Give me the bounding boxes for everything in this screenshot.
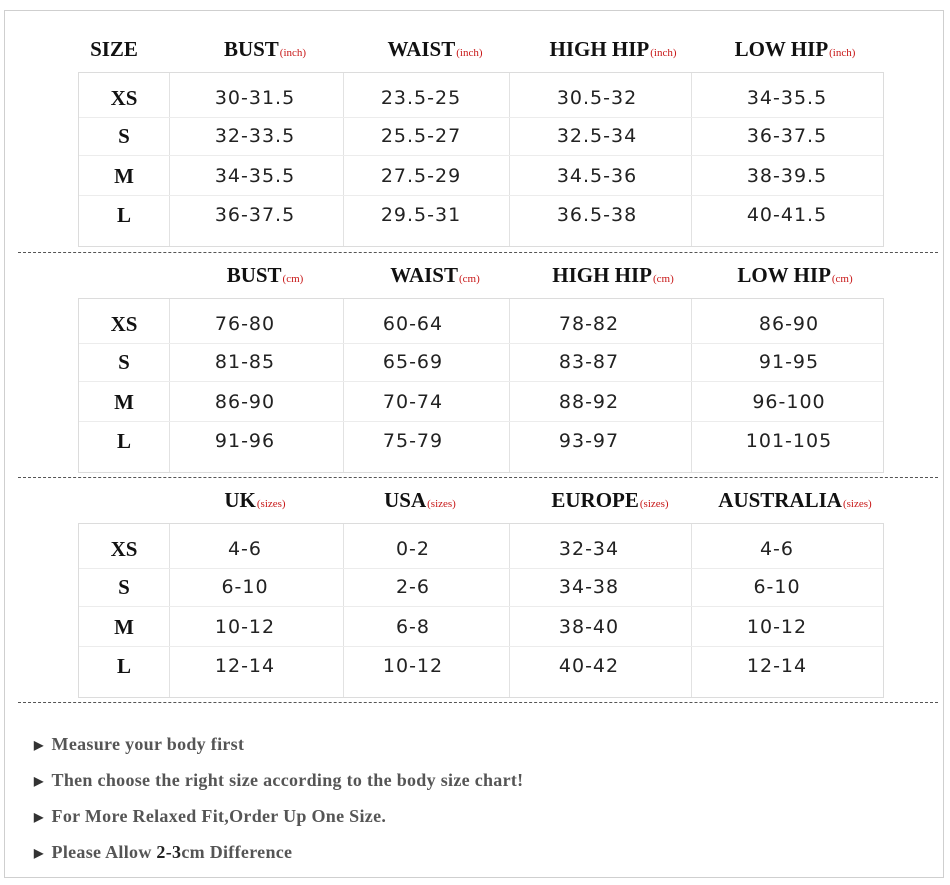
- column-heading-name: LOW HIP: [734, 37, 829, 61]
- triangle-bullet-icon: ▶: [34, 738, 44, 752]
- size-column-heading: SIZE: [90, 37, 138, 61]
- size-value: 32-34: [558, 538, 620, 560]
- measurement-value: 32.5-34: [556, 125, 638, 147]
- column-heading-unit: (sizes): [427, 498, 456, 510]
- table-row: [79, 530, 885, 568]
- column-heading-name: BUST: [223, 37, 279, 61]
- table-row: [79, 157, 885, 195]
- measurement-value: 27.5-29: [380, 165, 462, 187]
- cm-size-table: [78, 298, 884, 473]
- size-value: 4-6: [227, 538, 263, 560]
- column-heading-unit: (cm): [282, 273, 304, 285]
- table-row: [79, 422, 885, 460]
- row-divider: [79, 606, 883, 607]
- size-value: 6-10: [753, 576, 801, 598]
- column-heading: [360, 29, 510, 69]
- column-heading-name: LOW HIP: [737, 263, 831, 287]
- table-row: [79, 647, 885, 685]
- measurement-value: 36-37.5: [746, 125, 828, 147]
- sizes-header-row: [0, 480, 950, 520]
- column-heading: [180, 480, 330, 520]
- table-row: [79, 568, 885, 606]
- measurement-value: 96-100: [752, 391, 826, 413]
- column-heading: [525, 480, 695, 520]
- measurement-value: 86-90: [758, 313, 820, 335]
- inch-size-table: [78, 72, 884, 247]
- note-item: [34, 839, 292, 865]
- measurement-value: 93-97: [558, 430, 620, 452]
- note-item: [34, 803, 386, 829]
- measurement-value: 30.5-32: [556, 87, 638, 109]
- size-label: S: [118, 350, 130, 374]
- column-heading-name: HIGH HIP: [552, 263, 652, 287]
- column-heading-unit: (inch): [829, 47, 856, 59]
- column-heading: [528, 29, 698, 69]
- table-row: [79, 343, 885, 381]
- size-value: 0-2: [395, 538, 431, 560]
- size-value: 38-40: [558, 616, 620, 638]
- measurement-value: 76-80: [214, 313, 276, 335]
- measurement-value: 91-96: [214, 430, 276, 452]
- column-heading-name: WAIST: [387, 37, 456, 61]
- table-row: [79, 196, 885, 234]
- size-value: 6-8: [395, 616, 431, 638]
- size-label: XS: [110, 86, 138, 110]
- size-label: XS: [110, 312, 138, 336]
- measurement-value: 60-64: [382, 313, 444, 335]
- table-row: [79, 383, 885, 421]
- size-value: 6-10: [221, 576, 269, 598]
- note-text-suffix: cm Difference: [181, 842, 293, 862]
- measurement-value: 23.5-25: [380, 87, 462, 109]
- size-label: L: [116, 203, 131, 227]
- column-heading: [710, 29, 880, 69]
- column-heading-name: UK: [224, 488, 256, 512]
- size-label: M: [114, 390, 134, 414]
- measurement-value: 34-35.5: [214, 165, 296, 187]
- row-divider: [79, 381, 883, 382]
- column-heading-unit: (inch): [650, 47, 677, 59]
- note-text-prefix: Please Allow: [51, 842, 157, 862]
- measurement-value: 36-37.5: [214, 204, 296, 226]
- triangle-bullet-icon: ▶: [34, 774, 44, 788]
- row-divider: [79, 155, 883, 156]
- column-heading: [528, 255, 698, 295]
- measurement-value: 86-90: [214, 391, 276, 413]
- column-heading-name: WAIST: [390, 263, 458, 287]
- measurement-value: 29.5-31: [380, 204, 462, 226]
- triangle-bullet-icon: ▶: [34, 810, 44, 824]
- measurement-value: 34-35.5: [746, 87, 828, 109]
- note-text: For More Relaxed Fit,Order Up One Size.: [51, 806, 387, 826]
- note-item: [34, 731, 244, 757]
- measurement-value: 38-39.5: [746, 165, 828, 187]
- section-divider: [18, 477, 938, 478]
- measurement-value: 36.5-38: [556, 204, 638, 226]
- size-label: L: [116, 654, 131, 678]
- column-heading-unit: (cm): [831, 273, 853, 285]
- measurement-value: 25.5-27: [380, 125, 462, 147]
- column-heading-name: EUROPE: [551, 488, 639, 512]
- section-divider: [18, 252, 938, 253]
- table-row: [79, 79, 885, 117]
- measurement-value: 83-87: [558, 351, 620, 373]
- measurement-value: 34.5-36: [556, 165, 638, 187]
- size-label: S: [118, 575, 130, 599]
- size-value: 12-14: [746, 655, 808, 677]
- column-heading-unit: (sizes): [639, 498, 669, 510]
- measurement-value: 40-41.5: [746, 204, 828, 226]
- note-text: Then choose the right size according to the body size chart!: [51, 770, 524, 790]
- column-heading-name: HIGH HIP: [549, 37, 650, 61]
- measurement-value: 78-82: [558, 313, 620, 335]
- measurement-value: 91-95: [758, 351, 820, 373]
- section-divider: [18, 702, 938, 703]
- column-heading-name: AUSTRALIA: [718, 488, 842, 512]
- size-value: 40-42: [558, 655, 620, 677]
- measurement-value: 88-92: [558, 391, 620, 413]
- table-row: [79, 608, 885, 646]
- inch-header-row: [0, 29, 950, 69]
- column-heading: [345, 480, 495, 520]
- column-heading-unit: (sizes): [842, 498, 872, 510]
- triangle-bullet-icon: ▶: [34, 846, 44, 860]
- size-value: 10-12: [214, 616, 276, 638]
- size-label: L: [116, 429, 131, 453]
- size-value: 10-12: [746, 616, 808, 638]
- size-value: 12-14: [214, 655, 276, 677]
- column-heading-unit: (inch): [456, 47, 483, 59]
- measurement-value: 70-74: [382, 391, 444, 413]
- measurement-value: 30-31.5: [214, 87, 296, 109]
- international-size-table: [78, 523, 884, 698]
- size-value: 2-6: [395, 576, 431, 598]
- size-label: S: [118, 124, 130, 148]
- column-heading-unit: (cm): [653, 273, 674, 285]
- size-value: 34-38: [558, 576, 620, 598]
- size-label: M: [114, 615, 134, 639]
- measurement-value: 32-33.5: [214, 125, 296, 147]
- note-text-emphasis: 2-3: [156, 842, 182, 862]
- measurement-value: 81-85: [214, 351, 276, 373]
- size-value: 4-6: [759, 538, 795, 560]
- column-heading-unit: (sizes): [256, 498, 286, 510]
- column-heading: [190, 255, 340, 295]
- column-heading-name: BUST: [226, 263, 282, 287]
- size-label: M: [114, 164, 134, 188]
- table-row: [79, 117, 885, 155]
- column-heading-unit: (inch): [279, 47, 307, 59]
- column-heading: [360, 255, 510, 295]
- column-heading-name: USA: [384, 488, 427, 512]
- size-label: XS: [110, 537, 138, 561]
- cm-header-row: [0, 255, 950, 295]
- note-text: Measure your body first: [51, 734, 245, 754]
- measurement-value: 75-79: [382, 430, 444, 452]
- column-heading: [190, 29, 340, 69]
- size-value: 10-12: [382, 655, 444, 677]
- table-row: [79, 305, 885, 343]
- measurement-value: 101-105: [745, 430, 833, 452]
- measurement-value: 65-69: [382, 351, 444, 373]
- column-heading: [710, 255, 880, 295]
- note-item: [34, 767, 523, 793]
- column-heading: [700, 480, 890, 520]
- column-heading-unit: (cm): [458, 273, 480, 285]
